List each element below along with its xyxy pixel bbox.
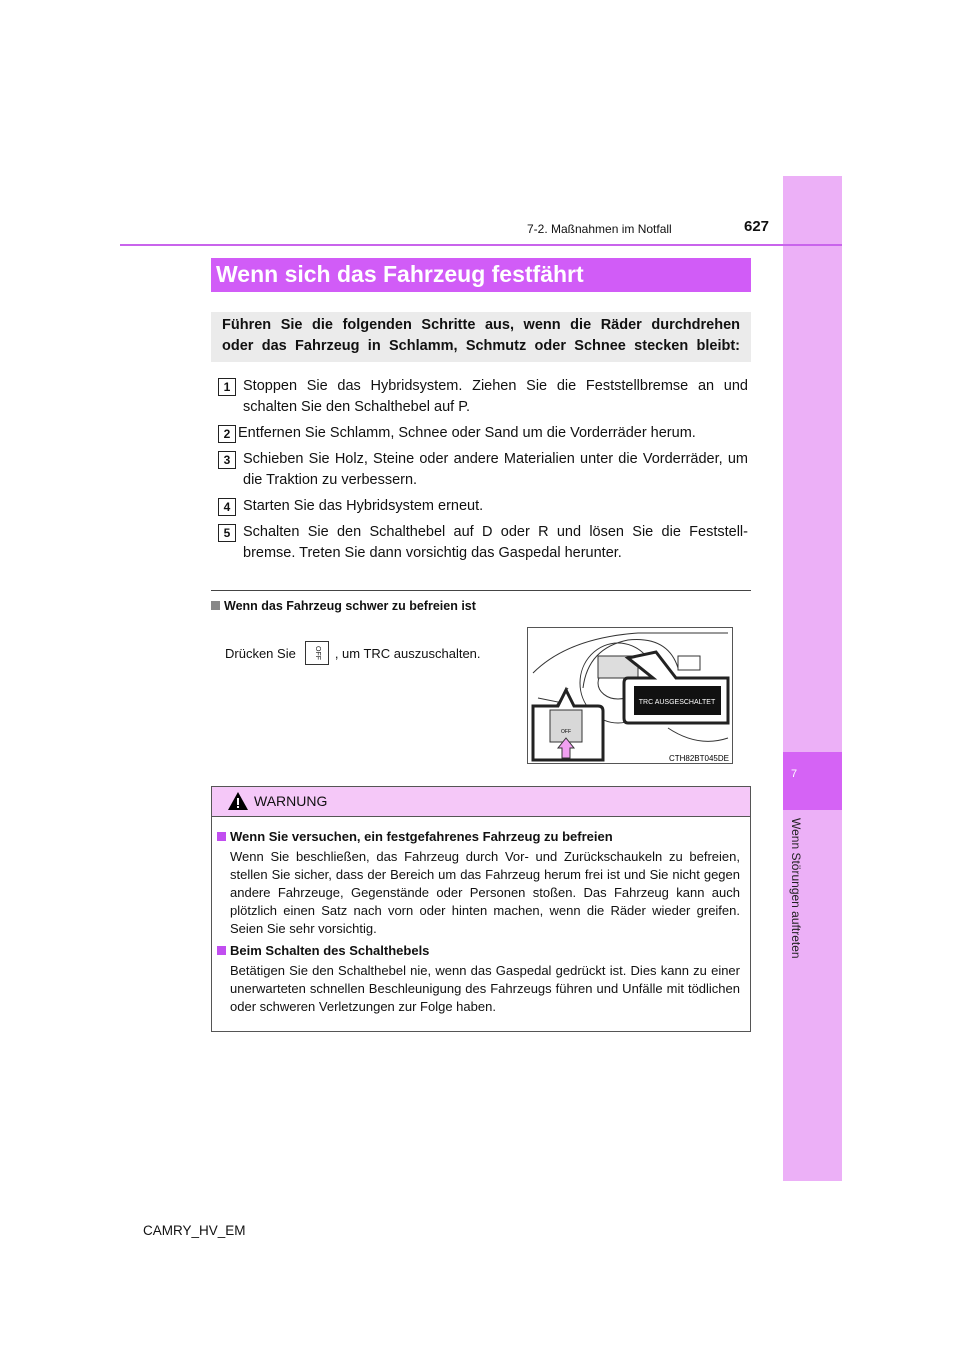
figure-code: CTH82BT045DE [668, 754, 729, 763]
warning-item-body: Betätigen Sie den Schalthebel nie, wenn das Gaspedal gedrückt ist. Dies kann zu einer unerwarteten schnellen Beschleunigung des Fahrzeugs führen und Unfälle mit tödlichen oder schweren Verletzungen zur Folge haben. [230, 963, 740, 1014]
subsection-heading [211, 599, 476, 613]
step-number: 1 [218, 378, 236, 396]
intro-line: Führen Sie die folgenden Schritte aus, wenn die Räder durchdrehen [222, 317, 740, 333]
chapter-title: Wenn Störungen auftreten [789, 818, 803, 959]
chapter-number: 7 [783, 752, 842, 810]
step-number: 3 [218, 451, 236, 469]
section-header: 7-2. Maßnahmen im Notfall [527, 222, 672, 236]
square-bullet-icon [211, 601, 220, 610]
intro-box [211, 312, 751, 362]
step-text: Schieben Sie Holz, Steine oder andere Materialien unter die Vorderräder, um die Traktion zu verbessern. [243, 451, 748, 488]
page-number: 627 [744, 218, 770, 235]
step-text: Entfernen Sie Schlamm, Schnee oder Sand um die Vorderräder herum. [238, 425, 696, 441]
press-instruction [225, 641, 481, 665]
warning-heading-text: Wenn Sie versuchen, ein festgefahrenes Fahrzeug zu befreien [230, 829, 613, 844]
warning-triangle-icon [227, 791, 249, 811]
step-number: 4 [218, 498, 236, 516]
step-number: 5 [218, 524, 236, 542]
dashboard-drawing [528, 628, 733, 764]
square-bullet-icon [217, 946, 226, 955]
step-item [218, 376, 748, 418]
warning-label: WARNUNG [254, 793, 328, 809]
step-number: 2 [218, 425, 236, 443]
press-text: Drücken Sie [225, 645, 296, 661]
warning-item-heading [217, 829, 750, 844]
press-text: , um TRC auszuschalten. [334, 645, 481, 661]
subsection-heading-text: Wenn das Fahrzeug schwer zu befreien ist [224, 599, 476, 613]
intro-line: oder das Fahrzeug in Schlamm, Schmutz oder Schnee stecken bleibt: [222, 338, 740, 354]
trc-off-button-icon: OFF [305, 641, 329, 665]
page-title: Wenn sich das Fahrzeug festfährt [211, 258, 751, 292]
switch-label: OFF [561, 729, 571, 735]
warning-item-body: Wenn Sie beschließen, das Fahrzeug durch Vor- und Zurückschaukeln zu befreien, stellen Sie sicher, dass der Bereich um das Fahrzeug herum frei ist und Sie nicht gegen andere Fahrzeuge, Gegenstände oder Personen stoßen. Das Fahrzeug kann auch plötzlich einen Satz nach vorn oder hinten machen, wenn die Räder wieder greifen. Seien Sie sehr vorsichtig. [230, 849, 740, 936]
footer-code: CAMRY_HV_EM [143, 1223, 246, 1238]
step-item [218, 496, 748, 517]
step-item [218, 522, 748, 564]
step-item [218, 423, 748, 444]
header-divider [120, 244, 842, 246]
warning-item-heading [217, 943, 750, 958]
square-bullet-icon [217, 832, 226, 841]
warning-box [211, 786, 751, 1032]
divider [211, 590, 751, 591]
dashboard-illustration [527, 627, 733, 764]
warning-heading-text: Beim Schalten des Schalthebels [230, 943, 430, 958]
display-message: TRC AUSGESCHALTET [638, 699, 716, 706]
step-text: Stoppen Sie das Hybridsystem. Ziehen Sie die Feststellbremse an und schalten Sie den Schalthebel auf P. [243, 378, 748, 415]
step-text: Schalten Sie den Schalthebel auf D oder R und lösen Sie die Feststell-bremse. Treten Sie dann vorsichtig das Gaspedal herunter. [243, 524, 748, 561]
warning-header [212, 787, 750, 817]
step-text: Starten Sie das Hybridsystem erneut. [243, 498, 484, 514]
step-item [218, 449, 748, 491]
side-tab-bar [783, 176, 842, 1181]
